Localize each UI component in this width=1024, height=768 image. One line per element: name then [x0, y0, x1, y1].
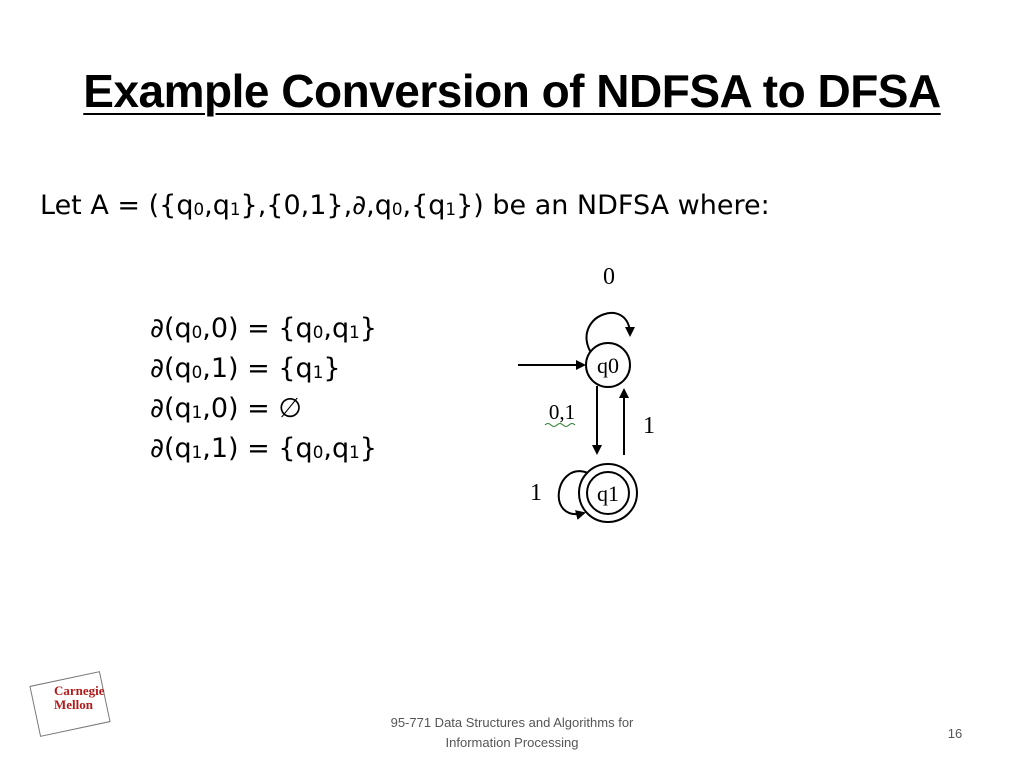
rule-subscript: 1: [191, 401, 203, 422]
rule-subscript: 0: [191, 321, 203, 342]
slide-title: [0, 66, 1024, 117]
ndfsa-definition: [40, 190, 770, 221]
rule-subscript: 0: [191, 361, 203, 382]
rule-text: }: [323, 353, 341, 384]
transition-rule: [150, 389, 377, 429]
logo-text: [54, 684, 105, 712]
rule-text: ,0) = {q: [202, 313, 313, 344]
rule-text: ,q: [323, 433, 350, 464]
intro-text: ,q: [204, 190, 230, 221]
slide-title-text: Example Conversion of NDFSA to DFSA: [83, 65, 941, 117]
rule-text: ,q: [323, 313, 350, 344]
rule-subscript: 0: [312, 321, 324, 342]
nfa-state-diagram: [500, 255, 660, 535]
transition-function-list: [150, 309, 377, 469]
footer-line: 95-771 Data Structures and Algorithms for: [390, 715, 634, 730]
intro-subscript: 0: [391, 198, 403, 219]
loop-q0-edge: [587, 313, 630, 351]
transition-rule: [150, 309, 377, 349]
intro-subscript: 0: [193, 198, 205, 219]
rule-subscript: 0: [312, 441, 324, 462]
page-number: 16: [947, 726, 963, 741]
footer-line: Information Processing: [445, 735, 579, 750]
loop-q1-label: 1: [530, 480, 542, 506]
transition-rule: [150, 349, 377, 389]
rule-text: ∂(q: [150, 313, 192, 344]
loop-q0-label: 0: [603, 264, 615, 290]
rule-text: ,1) = {q: [202, 353, 313, 384]
rule-subscript: 1: [349, 441, 360, 462]
rule-subscript: 1: [312, 361, 324, 382]
intro-text: Let A = ({q: [40, 190, 194, 221]
intro-text: }) be an NDFSA where:: [456, 190, 770, 221]
carnegie-mellon-logo: [28, 672, 128, 738]
rule-text: ∂(q: [150, 393, 192, 424]
transition-rule: [150, 429, 377, 469]
edge-q0-q1-label: 0,1: [548, 400, 576, 424]
rule-text: }: [359, 313, 377, 344]
rule-text: ∂(q: [150, 353, 192, 384]
rule-text: ,0) = ∅: [202, 393, 302, 424]
spellcheck-underline: [545, 424, 575, 427]
state-q1-label: q1: [597, 481, 619, 506]
intro-text: ,{q: [402, 190, 446, 221]
state-q0-label: q0: [597, 353, 619, 378]
intro-text: },{0,1},∂,q: [240, 190, 392, 221]
intro-subscript: 1: [229, 198, 241, 219]
slide-footer: [312, 713, 712, 753]
rule-subscript: 1: [191, 441, 203, 462]
rule-text: }: [359, 433, 377, 464]
intro-subscript: 1: [445, 198, 457, 219]
logo-line: Mellon: [54, 697, 93, 712]
rule-text: ,1) = {q: [202, 433, 313, 464]
logo-line: Carnegie: [54, 683, 105, 698]
rule-subscript: 1: [349, 321, 360, 342]
edge-q1-q0-label: 1: [643, 413, 655, 439]
rule-text: ∂(q: [150, 433, 192, 464]
